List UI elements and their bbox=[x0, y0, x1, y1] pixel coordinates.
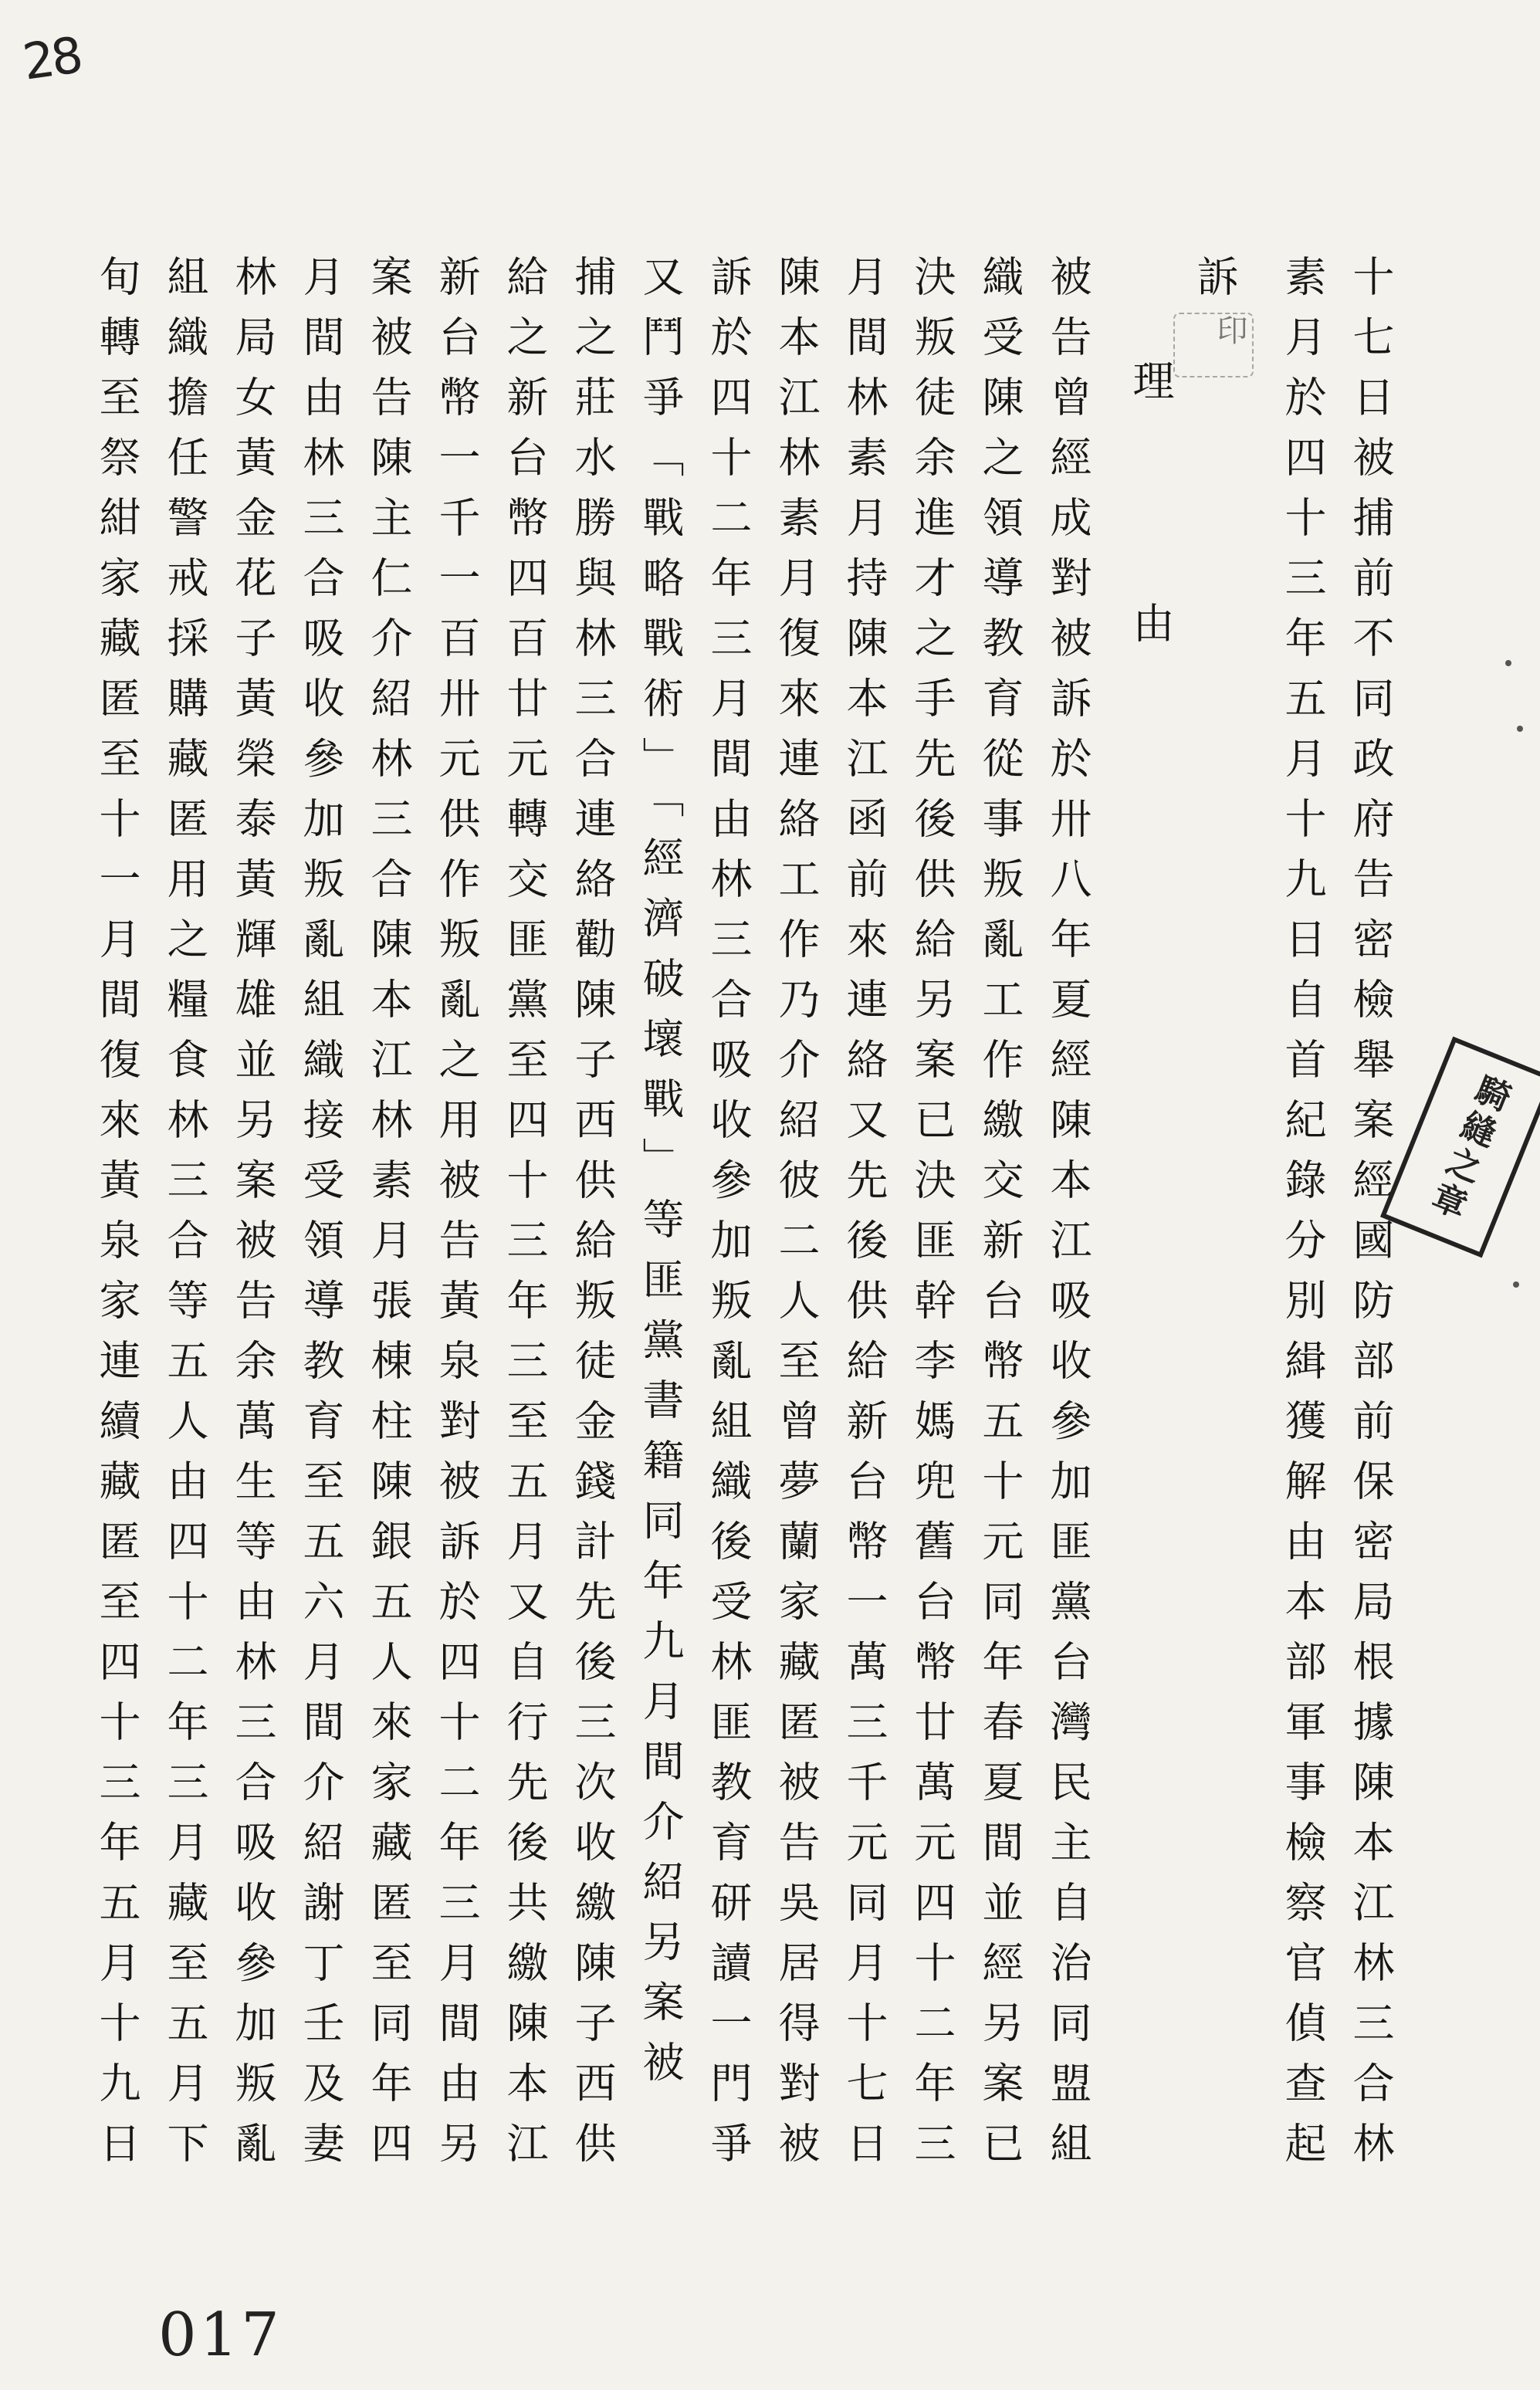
text-column-1: 十七日被捕前不同政府告密檢舉案經國防部前保密局根據陳本江林三合林 bbox=[1346, 255, 1395, 2182]
text-column-18: 組織擔任警戒採購藏匿用之糧食林三合等五人由四十二年三月藏至五月下 bbox=[161, 255, 209, 2182]
scan-speck bbox=[1513, 1281, 1519, 1288]
text-column-13: 給之新台幣四百廿元轉交匪黨至四十三年三至五月又自行先後共繳陳本江 bbox=[500, 255, 549, 2182]
text-column-3: 訴 bbox=[1190, 255, 1239, 315]
text-column-10: 訴於四十二年三月間由林三合吸收參加叛亂組織後受林匪教育研讀一門爭 bbox=[704, 255, 753, 2182]
text-column-11: 又鬥爭「戰略戰術」「經濟破壞戰」等匪黨書籍同年九月間介紹另案被 bbox=[636, 255, 685, 2101]
seam-seal-stamp bbox=[1380, 1037, 1540, 1258]
scan-speck bbox=[1505, 660, 1511, 666]
small-stamp: 印 bbox=[1173, 313, 1254, 377]
corner-handwritten-note: 28 bbox=[19, 27, 84, 92]
text-column-14: 新台幣一千一百卅元供作叛亂之用被告黃泉對被訴於四十二年三月間由另 bbox=[432, 255, 481, 2182]
text-column-2: 素月於四十三年五月十九日自首紀錄分別緝獲解由本部軍事檢察官偵查起 bbox=[1278, 255, 1327, 2182]
text-column-16: 月間由林三合吸收參加叛亂組織接受領導教育至五六月間介紹謝丁壬及妻 bbox=[296, 255, 345, 2182]
text-column-12: 捕之莊水勝與林三合連絡勸陳子西供給叛徒金錢計先後三次收繳陳子西供 bbox=[568, 255, 617, 2182]
seal-text: 騎縫之章 bbox=[1420, 1068, 1515, 1227]
scan-speck bbox=[1517, 726, 1523, 732]
vertical-text-block bbox=[62, 255, 1395, 2182]
text-column-6: 織受陳之領導教育從事叛亂工作繳交新台幣五十元同年春夏間並經另案已 bbox=[976, 255, 1024, 2182]
text-column-17: 林局女黃金花子黃榮泰黃輝雄並另案被告余萬生等由林三合吸收參加叛亂 bbox=[228, 255, 277, 2182]
text-column-19: 旬轉至祭紺家藏匿至十一月間復來黃泉家連續藏匿至四十三年五月十九日 bbox=[93, 255, 141, 2182]
text-column-7: 決叛徒余進才之手先後供給另案已決匪幹李媽兜舊台幣廿萬元四十二年三 bbox=[908, 255, 956, 2182]
text-column-5: 被告曾經成對被訴於卅八年夏經陳本江吸收參加匪黨台灣民主自治同盟組 bbox=[1044, 255, 1092, 2182]
text-column-8: 月間林素月持陳本江函前來連絡又先後供給新台幣一萬三千元同月十七日 bbox=[840, 255, 888, 2182]
text-column-4-heading: 理由 bbox=[1126, 359, 1175, 844]
text-column-9: 陳本江林素月復來連絡工作乃介紹彼二人至曾夢蘭家藏匿被告吳居得對被 bbox=[772, 255, 821, 2182]
page-number: 017 bbox=[158, 2300, 283, 2370]
text-column-15: 案被告陳主仁介紹林三合陳本江林素月張棟柱陳銀五人來家藏匿至同年四 bbox=[364, 255, 413, 2182]
